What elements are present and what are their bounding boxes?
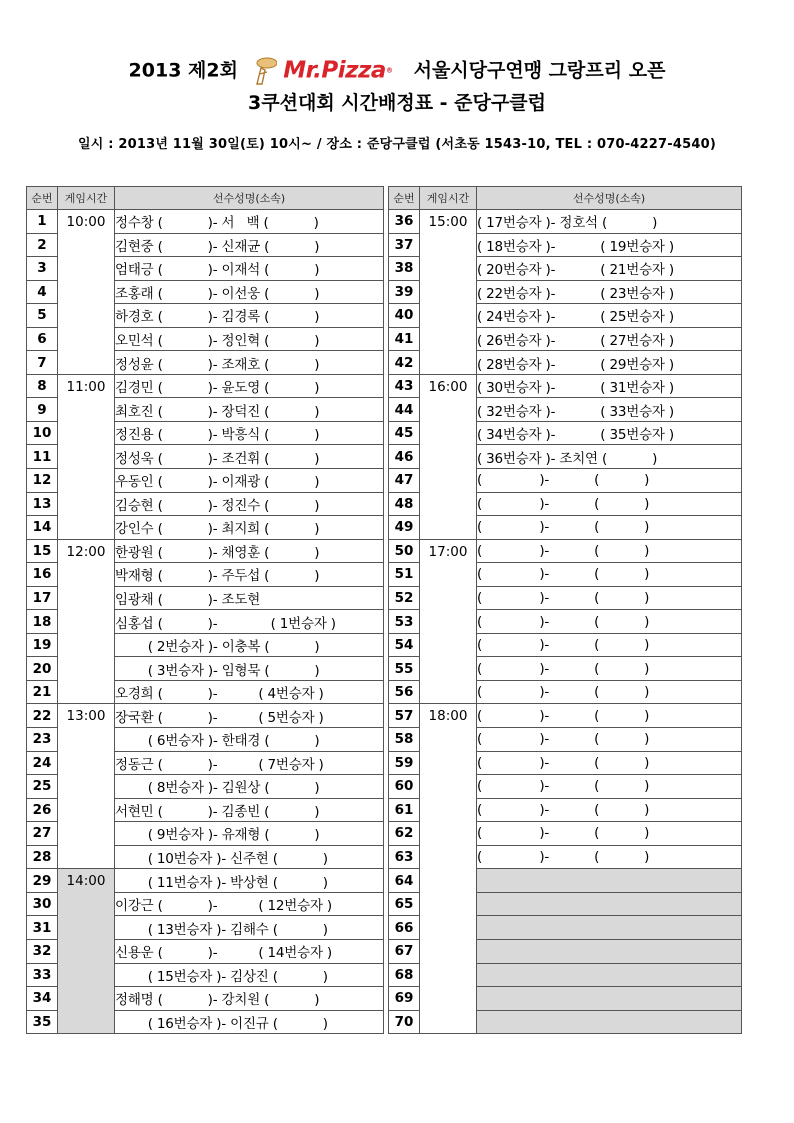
match-players: 강인수 ( )- 최지희 ( ): [115, 516, 384, 540]
row-number: 30: [27, 892, 58, 916]
match-players: ( 32번승자 )- ( 33번승자 ): [477, 398, 742, 422]
row-number: 17: [27, 586, 58, 610]
row-number: 23: [27, 728, 58, 752]
row-number: 14: [27, 516, 58, 540]
match-players: [477, 1010, 742, 1034]
match-players: 장국환 ( )- ( 5번승자 ): [115, 704, 384, 728]
match-players: 우동인 ( )- 이재광 ( ): [115, 469, 384, 493]
table-row: [389, 374, 742, 398]
game-time: 11:00: [58, 374, 115, 539]
row-number: 1: [27, 210, 58, 234]
match-players: ( 34번승자 )- ( 35번승자 ): [477, 421, 742, 445]
match-players: 정진용 ( )- 박흥식 ( ): [115, 421, 384, 445]
match-players: ( )- ( ): [477, 633, 742, 657]
match-players: ( 6번승자 )- 한태경 ( ): [115, 728, 384, 752]
match-players: [477, 963, 742, 987]
match-players: 정동근 ( )- ( 7번승자 ): [115, 751, 384, 775]
row-number: 16: [27, 563, 58, 587]
row-number: 63: [389, 845, 420, 869]
game-time: 12:00: [58, 539, 115, 704]
table-row: [27, 374, 384, 398]
match-players: 정수창 ( )- 서 백 ( ): [115, 210, 384, 234]
match-players: [477, 987, 742, 1011]
table-row: [27, 704, 384, 728]
row-number: 4: [27, 280, 58, 304]
row-number: 59: [389, 751, 420, 775]
match-players: ( )- ( ): [477, 728, 742, 752]
row-number: 13: [27, 492, 58, 516]
row-number: 66: [389, 916, 420, 940]
row-number: 60: [389, 775, 420, 799]
row-number: 48: [389, 492, 420, 516]
match-players: ( )- ( ): [477, 657, 742, 681]
match-players: ( )- ( ): [477, 845, 742, 869]
row-number: 43: [389, 374, 420, 398]
title-block: [0, 55, 794, 119]
row-number: 21: [27, 680, 58, 704]
row-number: 45: [389, 421, 420, 445]
row-number: 41: [389, 327, 420, 351]
row-number: 37: [389, 233, 420, 257]
match-players: ( )- ( ): [477, 469, 742, 493]
match-players: 정성윤 ( )- 조재호 ( ): [115, 351, 384, 375]
row-number: 20: [27, 657, 58, 681]
row-number: 67: [389, 939, 420, 963]
game-time: 13:00: [58, 704, 115, 869]
match-players: ( )- ( ): [477, 751, 742, 775]
col-header-no: 순번: [27, 187, 58, 210]
row-number: 50: [389, 539, 420, 563]
schedule-table-right: [388, 186, 742, 1034]
match-players: ( )- ( ): [477, 822, 742, 846]
match-players: ( 26번승자 )- ( 27번승자 ): [477, 327, 742, 351]
schedule-body-right: [389, 187, 742, 1034]
row-number: 32: [27, 939, 58, 963]
table-row: [389, 539, 742, 563]
match-players: [477, 869, 742, 893]
row-number: 9: [27, 398, 58, 422]
match-players: ( )- ( ): [477, 563, 742, 587]
row-number: 12: [27, 469, 58, 493]
col-header-players: 선수성명(소속): [115, 187, 384, 210]
col-header-time: 게임시간: [58, 187, 115, 210]
row-number: 31: [27, 916, 58, 940]
row-number: 69: [389, 987, 420, 1011]
match-players: [477, 892, 742, 916]
row-number: 47: [389, 469, 420, 493]
row-number: 35: [27, 1010, 58, 1034]
header-row: [389, 187, 742, 210]
row-number: 18: [27, 610, 58, 634]
row-number: 55: [389, 657, 420, 681]
mr-pizza-logo: [251, 55, 393, 86]
match-players: ( 20번승자 )- ( 21번승자 ): [477, 257, 742, 281]
match-players: ( )- ( ): [477, 586, 742, 610]
schedule-table-left: [26, 186, 384, 1034]
row-number: 33: [27, 963, 58, 987]
table-row: [389, 210, 742, 234]
match-players: 오민석 ( )- 정인혁 ( ): [115, 327, 384, 351]
row-number: 8: [27, 374, 58, 398]
game-time: 10:00: [58, 210, 115, 375]
match-players: ( 30번승자 )- ( 31번승자 ): [477, 374, 742, 398]
col-header-time: 게임시간: [420, 187, 477, 210]
row-number: 28: [27, 845, 58, 869]
match-players: 하경호 ( )- 김경록 ( ): [115, 304, 384, 328]
game-time: 18:00: [420, 704, 477, 1034]
row-number: 68: [389, 963, 420, 987]
match-players: ( 22번승자 )- ( 23번승자 ): [477, 280, 742, 304]
game-time: 17:00: [420, 539, 477, 704]
row-number: 22: [27, 704, 58, 728]
row-number: 3: [27, 257, 58, 281]
row-number: 46: [389, 445, 420, 469]
main-title: [0, 55, 794, 85]
match-players: ( 2번승자 )- 이충복 ( ): [115, 633, 384, 657]
subtitle: 3쿠션대회 시간배정표 - 준당구클럽: [248, 92, 546, 114]
match-players: ( 11번승자 )- 박상현 ( ): [115, 869, 384, 893]
match-players: ( )- ( ): [477, 610, 742, 634]
match-players: 신용운 ( )- ( 14번승자 ): [115, 939, 384, 963]
match-players: ( )- ( ): [477, 775, 742, 799]
row-number: 70: [389, 1010, 420, 1034]
row-number: 49: [389, 516, 420, 540]
match-players: [477, 939, 742, 963]
table-row: [27, 210, 384, 234]
match-players: 서현민 ( )- 김종빈 ( ): [115, 798, 384, 822]
row-number: 25: [27, 775, 58, 799]
row-number: 5: [27, 304, 58, 328]
row-number: 29: [27, 869, 58, 893]
match-players: ( 8번승자 )- 김원상 ( ): [115, 775, 384, 799]
row-number: 34: [27, 987, 58, 1011]
match-players: ( 28번승자 )- ( 29번승자 ): [477, 351, 742, 375]
match-players: 한광원 ( )- 채영훈 ( ): [115, 539, 384, 563]
row-number: 42: [389, 351, 420, 375]
row-number: 64: [389, 869, 420, 893]
match-players: 정성욱 ( )- 조건휘 ( ): [115, 445, 384, 469]
table-row: [389, 704, 742, 728]
registered-mark: ®: [385, 66, 393, 75]
match-players: 박재형 ( )- 주두섭 ( ): [115, 563, 384, 587]
col-header-no: 순번: [389, 187, 420, 210]
match-players: ( )- ( ): [477, 492, 742, 516]
row-number: 39: [389, 280, 420, 304]
title-prefix: 2013 제2회: [128, 59, 238, 82]
row-number: 38: [389, 257, 420, 281]
row-number: 26: [27, 798, 58, 822]
match-players: ( 18번승자 )- ( 19번승자 ): [477, 233, 742, 257]
match-players: ( 36번승자 )- 조치연 ( ): [477, 445, 742, 469]
header-row: [27, 187, 384, 210]
match-players: ( 3번승자 )- 임형묵 ( ): [115, 657, 384, 681]
match-players: 엄태긍 ( )- 이재석 ( ): [115, 257, 384, 281]
match-players: 김현중 ( )- 신재균 ( ): [115, 233, 384, 257]
game-time: 15:00: [420, 210, 477, 375]
row-number: 61: [389, 798, 420, 822]
row-number: 62: [389, 822, 420, 846]
row-number: 7: [27, 351, 58, 375]
table-row: [27, 869, 384, 893]
match-players: ( )- ( ): [477, 539, 742, 563]
row-number: 54: [389, 633, 420, 657]
row-number: 52: [389, 586, 420, 610]
row-number: 44: [389, 398, 420, 422]
match-players: 김경민 ( )- 윤도영 ( ): [115, 374, 384, 398]
row-number: 11: [27, 445, 58, 469]
row-number: 57: [389, 704, 420, 728]
schedule-body-left: [27, 187, 384, 1034]
col-header-players: 선수성명(소속): [477, 187, 742, 210]
row-number: 56: [389, 680, 420, 704]
match-players: 최호진 ( )- 장덕진 ( ): [115, 398, 384, 422]
row-number: 2: [27, 233, 58, 257]
match-players: ( )- ( ): [477, 798, 742, 822]
row-number: 53: [389, 610, 420, 634]
row-number: 58: [389, 728, 420, 752]
match-players: [477, 916, 742, 940]
match-players: 김승현 ( )- 정진수 ( ): [115, 492, 384, 516]
row-number: 40: [389, 304, 420, 328]
match-players: ( )- ( ): [477, 704, 742, 728]
match-players: 심홍섭 ( )- ( 1번승자 ): [115, 610, 384, 634]
match-players: 정해명 ( )- 강치원 ( ): [115, 987, 384, 1011]
match-players: ( 16번승자 )- 이진규 ( ): [115, 1010, 384, 1034]
row-number: 65: [389, 892, 420, 916]
row-number: 51: [389, 563, 420, 587]
match-players: ( )- ( ): [477, 516, 742, 540]
title-suffix: 서울시당구연맹 그랑프리 오픈: [413, 59, 666, 82]
match-players: 조홍래 ( )- 이선웅 ( ): [115, 280, 384, 304]
event-info: 일시 : 2013년 11월 30일(토) 10시~ / 장소 : 준당구클럽 (서초동 1543-10, TEL : 070-4227-4540): [77, 137, 717, 152]
match-players: ( 24번승자 )- ( 25번승자 ): [477, 304, 742, 328]
match-players: ( 15번승자 )- 김상진 ( ): [115, 963, 384, 987]
row-number: 36: [389, 210, 420, 234]
match-players: 이강근 ( )- ( 12번승자 ): [115, 892, 384, 916]
game-time: 14:00: [58, 869, 115, 1034]
row-number: 10: [27, 421, 58, 445]
match-players: 임광채 ( )- 조도현: [115, 586, 384, 610]
logo-text: Mr.Pizza: [283, 57, 386, 84]
match-players: ( 17번승자 )- 정호석 ( ): [477, 210, 742, 234]
match-players: ( 10번승자 )- 신주현 ( ): [115, 845, 384, 869]
row-number: 19: [27, 633, 58, 657]
match-players: ( 13번승자 )- 김해수 ( ): [115, 916, 384, 940]
row-number: 27: [27, 822, 58, 846]
row-number: 24: [27, 751, 58, 775]
game-time: 16:00: [420, 374, 477, 539]
pizza-chef-icon: [251, 56, 277, 86]
row-number: 15: [27, 539, 58, 563]
row-number: 6: [27, 327, 58, 351]
match-players: ( )- ( ): [477, 680, 742, 704]
match-players: 오경희 ( )- ( 4번승자 ): [115, 680, 384, 704]
table-row: [27, 539, 384, 563]
match-players: ( 9번승자 )- 유재형 ( ): [115, 822, 384, 846]
